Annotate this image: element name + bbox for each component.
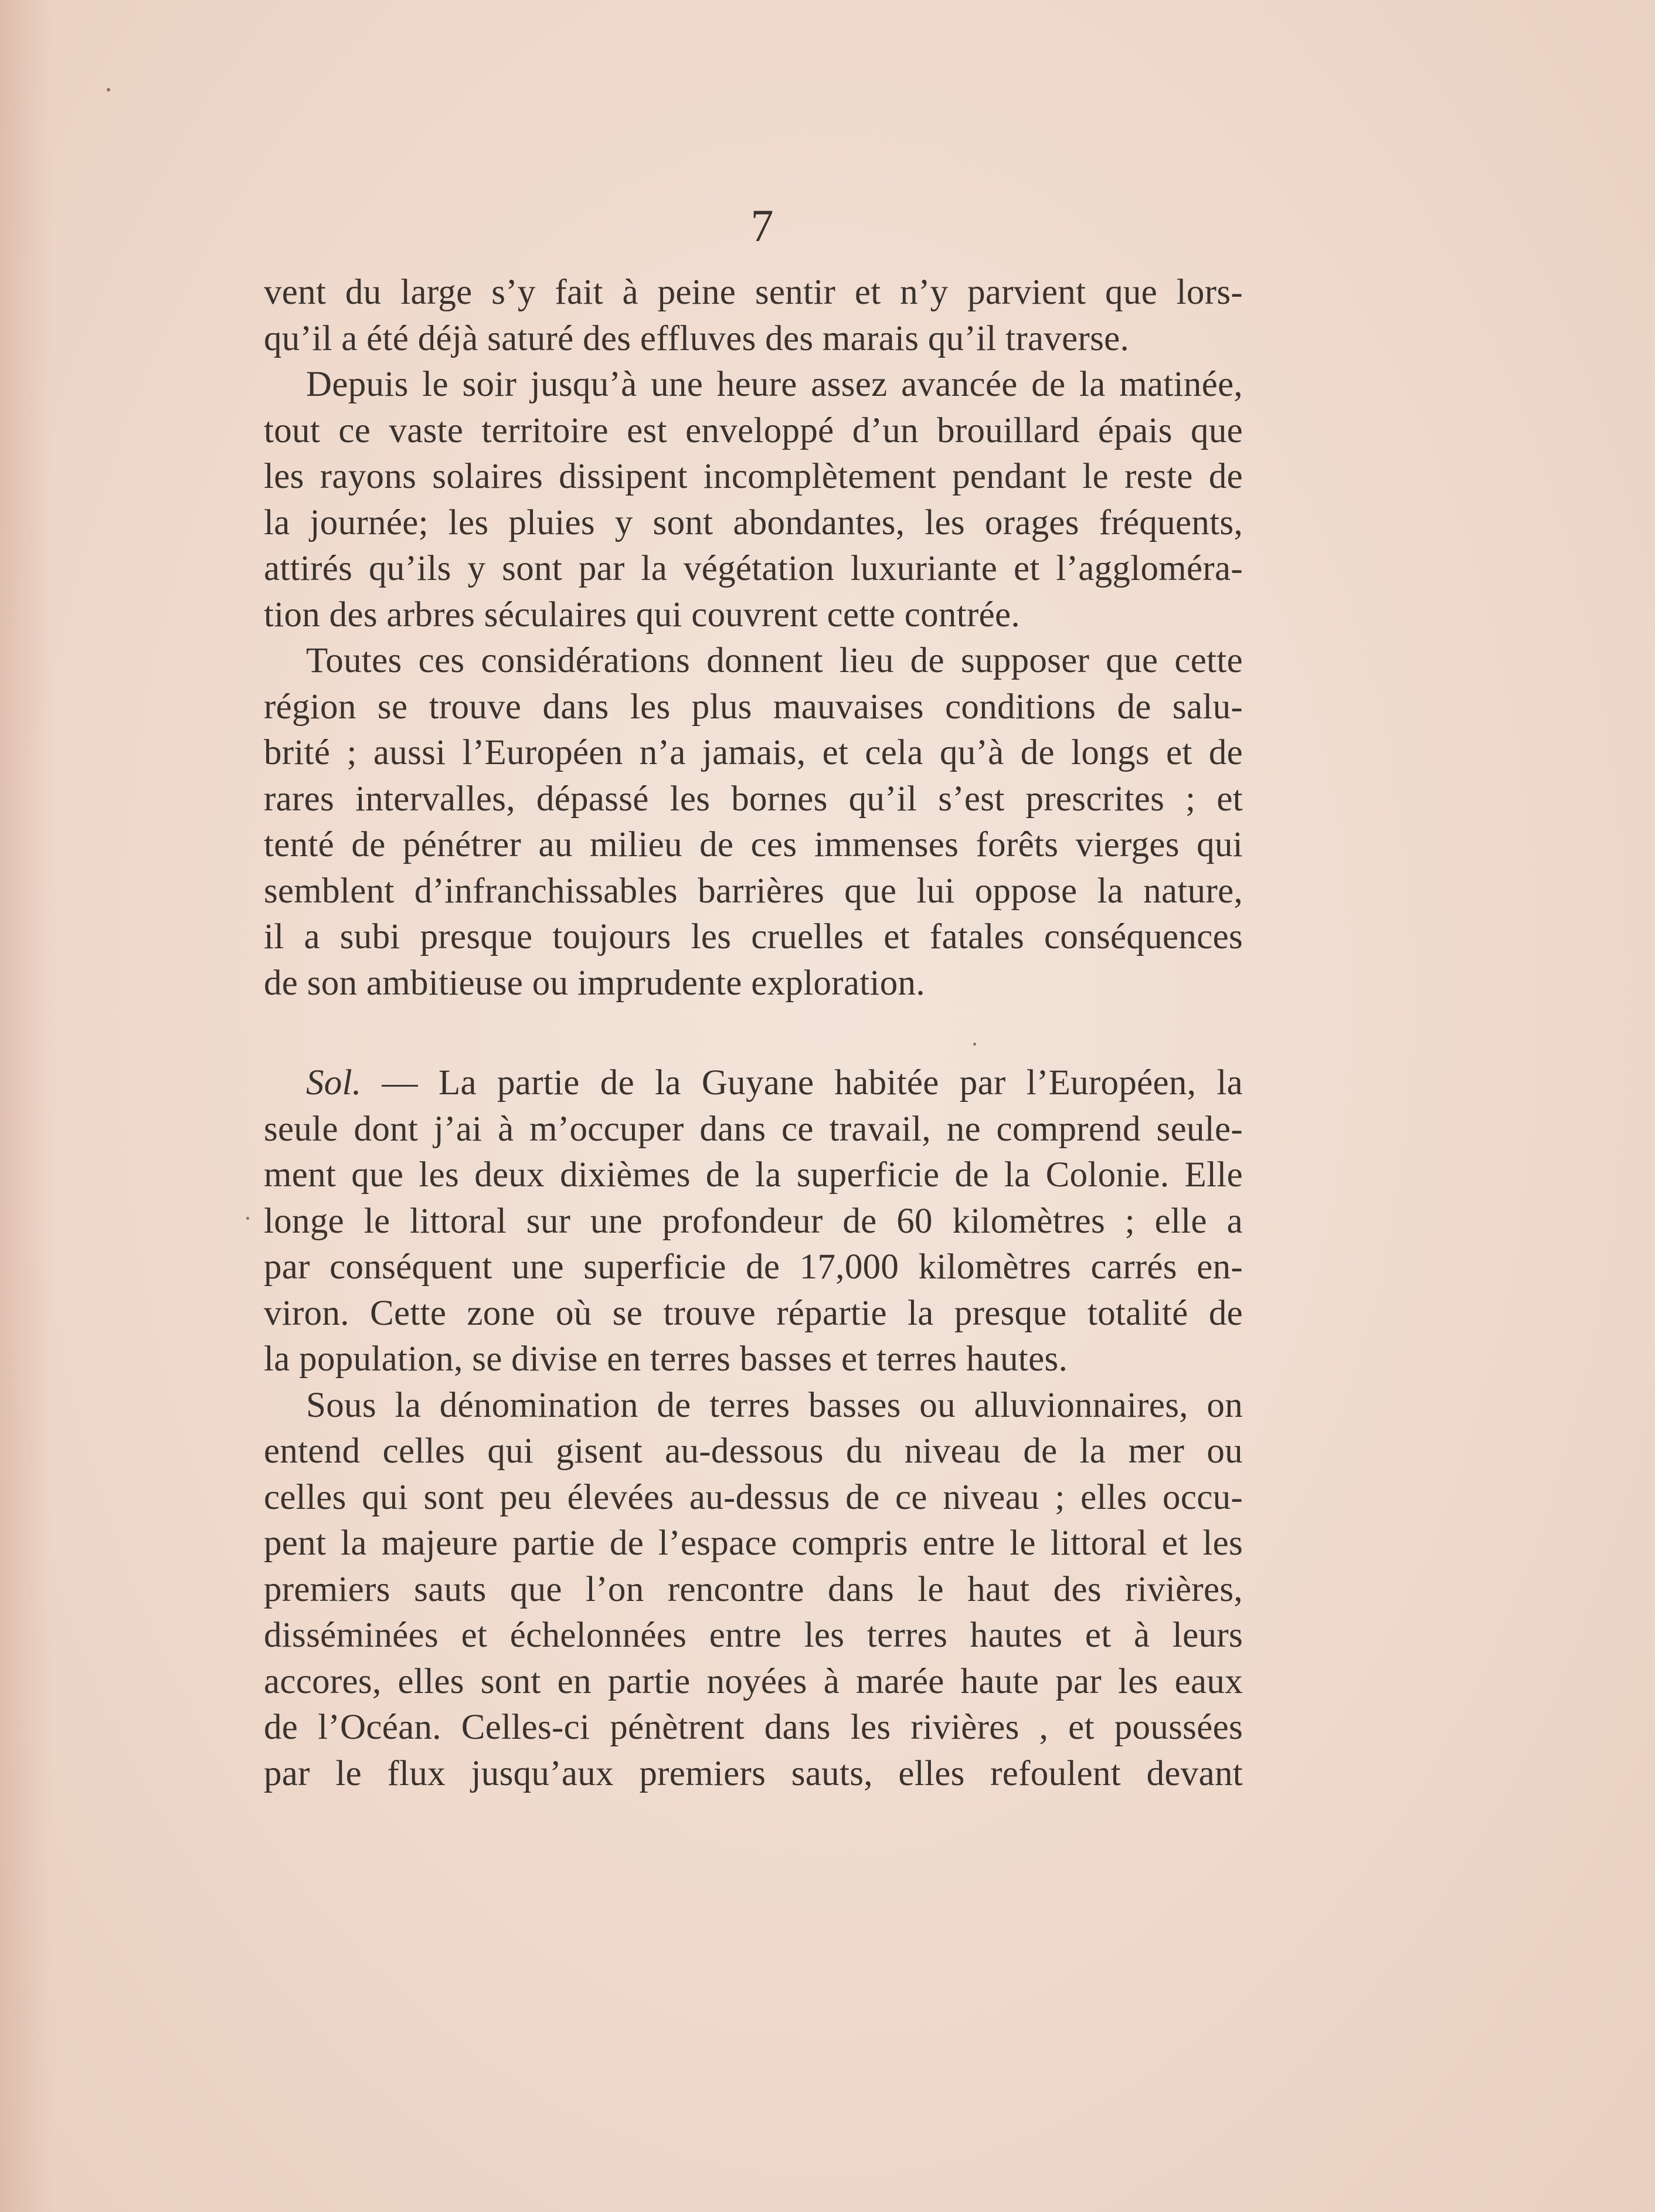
text-line: Depuis le soir jusqu’à une heure assez avancée de la matinée, — [306, 365, 1243, 404]
text-line: accores, elles sont en partie noyées à marée haute par les eaux — [264, 1661, 1243, 1701]
text-line: seule dont j’ai à m’occuper dans ce travail, ne comprend seule- — [264, 1109, 1243, 1149]
page-edge-shading — [0, 0, 53, 2212]
page-number: 7 — [750, 200, 774, 251]
text-line: premiers sauts que l’on rencontre dans le haut des rivières, — [264, 1569, 1243, 1609]
text-line: de l’Océan. Celles-ci pénètrent dans les rivières , et poussées — [264, 1708, 1243, 1747]
text-line: il a subi presque toujours les cruelles et fatales conséquences — [264, 917, 1243, 956]
text-line: entend celles qui gisent au-dessous du niveau de la mer ou — [264, 1431, 1243, 1471]
text-line: longe le littoral sur une profondeur de 60 kilomètres ; elle a — [264, 1201, 1243, 1241]
paragraph — [264, 638, 1243, 1006]
text-line: Sous la dénomination de terres basses ou alluvionnaires, on — [306, 1385, 1243, 1425]
text-line: région se trouve dans les plus mauvaises conditions de salu- — [264, 687, 1243, 727]
text-line: Toutes ces considérations donnent lieu de supposer que cette — [306, 641, 1243, 680]
text-block-upper — [264, 270, 1243, 1006]
text-line: brité ; aussi l’Européen n’a jamais, et cela qu’à de longs et de — [264, 733, 1243, 772]
text-line: tenté de pénétrer au milieu de ces immenses forêts vierges qui — [264, 825, 1243, 864]
text-line: par conséquent une superficie de 17,000 kilomètres carrés en- — [264, 1247, 1243, 1287]
heading-line-text: — La partie de la Guyane habitée par l’Européen, la — [382, 1063, 1243, 1102]
paper-speck — [973, 1043, 976, 1046]
text-line: qu’il a été déjà saturé des effluves des marais qu’il traverse. — [264, 318, 1130, 358]
text-line: pent la majeure partie de l’espace compris entre le littoral et les — [264, 1524, 1243, 1563]
text-line: la population, se divise en terres basses et terres hautes. — [264, 1339, 1068, 1379]
text-line: ment que les deux dixièmes de la superficie de la Colonie. Elle — [264, 1155, 1243, 1195]
text-line: tion des arbres séculaires qui couvrent cette contrée. — [264, 595, 1020, 635]
section-heading: Sol. — [306, 1063, 362, 1102]
paragraph — [264, 270, 1243, 362]
text-line: la journée; les pluies y sont abondantes, les orages fréquents, — [264, 503, 1243, 542]
text-line: de son ambitieuse ou imprudente exploration. — [264, 963, 925, 1003]
text-line: tout ce vaste territoire est enveloppé d’un brouillard épais que — [264, 410, 1243, 450]
text-line: viron. Cette zone où se trouve répartie la presque totalité de — [264, 1293, 1243, 1333]
text-line: les rayons solaires dissipent incomplètement pendant le reste de — [264, 457, 1243, 496]
text-line: disséminées et échelonnées entre les terres hautes et à leurs — [264, 1616, 1243, 1655]
text-line: par le flux jusqu’aux premiers sauts, elles refoulent devant — [264, 1753, 1243, 1793]
text-line: celles qui sont peu élevées au-dessus de ce niveau ; elles occu- — [264, 1477, 1243, 1517]
text-line: semblent d’infranchissables barrières que lui oppose la nature, — [264, 871, 1243, 911]
paper-speck — [107, 88, 110, 91]
text-line — [264, 1060, 1243, 1107]
text-line: vent du large s’y fait à peine sentir et n’y parvient que lors- — [264, 273, 1243, 312]
paragraph — [264, 362, 1243, 638]
text-block-lower — [264, 1060, 1243, 1797]
paragraph — [264, 1383, 1243, 1797]
section-sol — [264, 1060, 1243, 1383]
text-line: rares intervalles, dépassé les bornes qu’il s’est prescrites ; et — [264, 779, 1243, 819]
paper-speck — [246, 1217, 249, 1220]
text-line: attirés qu’ils y sont par la végétation luxuriante et l’aggloméra- — [264, 549, 1243, 588]
